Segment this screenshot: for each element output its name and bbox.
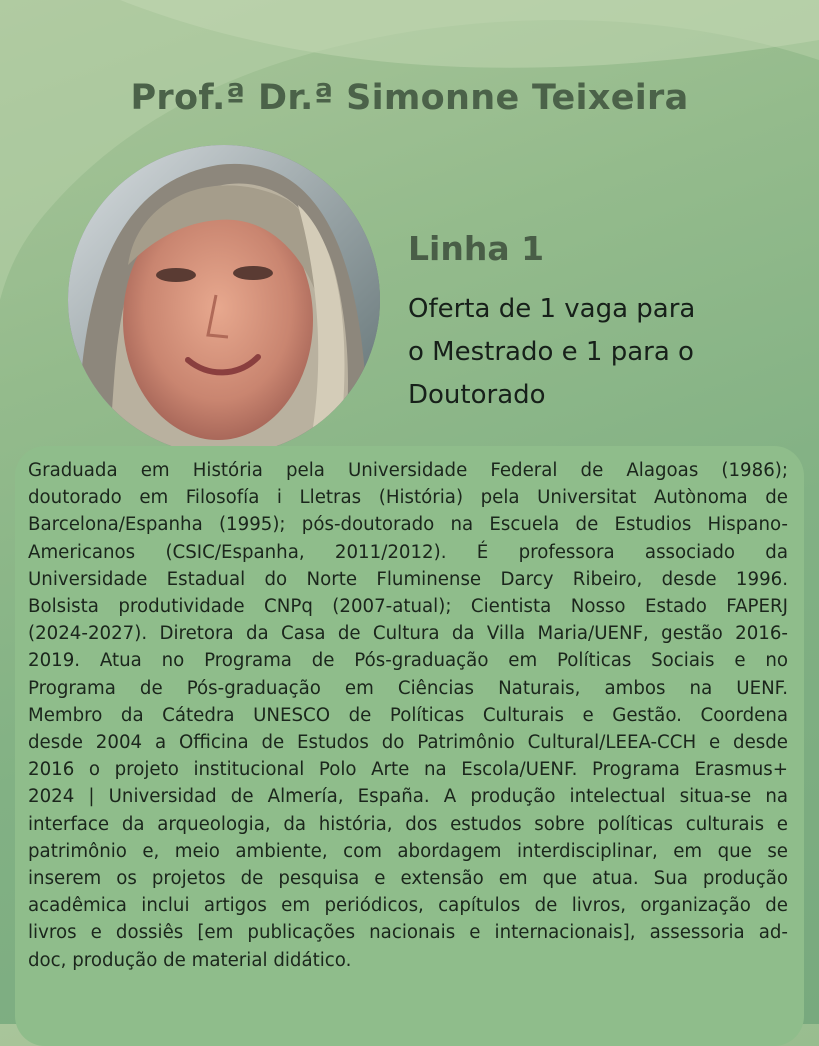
offer-text (408, 288, 788, 417)
offer-text-line: Doutorado (408, 380, 546, 410)
bio-line: 2019. Atua no Programa de Pós-graduação em Políticas Sociais e no (28, 650, 788, 672)
bio-line: (2024-2027). Diretora da Casa de Cultura da Villa Maria/UENF, gestão 2016- (28, 623, 788, 645)
offer-text-line: o Mestrado e 1 para o (408, 337, 694, 367)
bio-line: doutorado em Filosofía i Lletras (História) pela Universitat Autònoma de (28, 487, 788, 509)
page-title: Prof.ª Dr.ª Simonne Teixeira (130, 78, 689, 118)
bio-line: Barcelona/Espanha (1995); pós-doutorado na Escuela de Estudios Hispano- (28, 514, 788, 536)
bio-line: patrimônio e, meio ambiente, com abordagem interdisciplinar, em que se (28, 840, 788, 862)
bio-line: Universidade Estadual do Norte Fluminense Darcy Ribeiro, desde 1996. (28, 568, 788, 590)
bio-line: acadêmica inclui artigos em periódicos, capítulos de livros, organização de (28, 895, 788, 917)
bio-line: Americanos (CSIC/Espanha, 2011/2012). É professora associado da (28, 541, 788, 563)
bio-line: interface da arqueologia, da história, dos estudos sobre políticas culturais e (28, 813, 788, 835)
bio-line: Graduada em História pela Universidade Federal de Alagoas (1986); (28, 460, 788, 481)
bio-line: inserem os projetos de pesquisa e extensão em que atua. Sua produção (28, 868, 788, 890)
portrait-photo-icon (68, 145, 380, 455)
bio-line: 2024 | Universidad de Almería, España. A produção intelectual situa-se na (28, 786, 788, 808)
offer-text-line: Oferta de 1 vaga para (408, 294, 696, 324)
bio-line: 2016 o projeto institucional Polo Arte na Escola/UENF. Programa Erasmus+ (28, 759, 788, 781)
bio-text (28, 457, 788, 974)
bio-line: doc, produção de material didático. (28, 949, 352, 971)
bio-line: Membro da Cátedra UNESCO de Políticas Culturais e Gestão. Coordena (28, 704, 788, 726)
bio-line: desde 2004 a Officina de Estudos do Patrimônio Cultural/LEEA-CCH e desde (28, 732, 788, 754)
bio-line: Programa de Pós-graduação em Ciências Naturais, ambos na UENF. (28, 677, 788, 699)
bio-line: livros e dossiês [em publicações nacionais e internacionais], assessoria ad- (28, 922, 788, 944)
line-title: Linha 1 (408, 229, 545, 268)
profile-photo (68, 145, 380, 455)
bio-line: Bolsista produtividade CNPq (2007-atual); Cientista Nosso Estado FAPERJ (28, 596, 788, 618)
